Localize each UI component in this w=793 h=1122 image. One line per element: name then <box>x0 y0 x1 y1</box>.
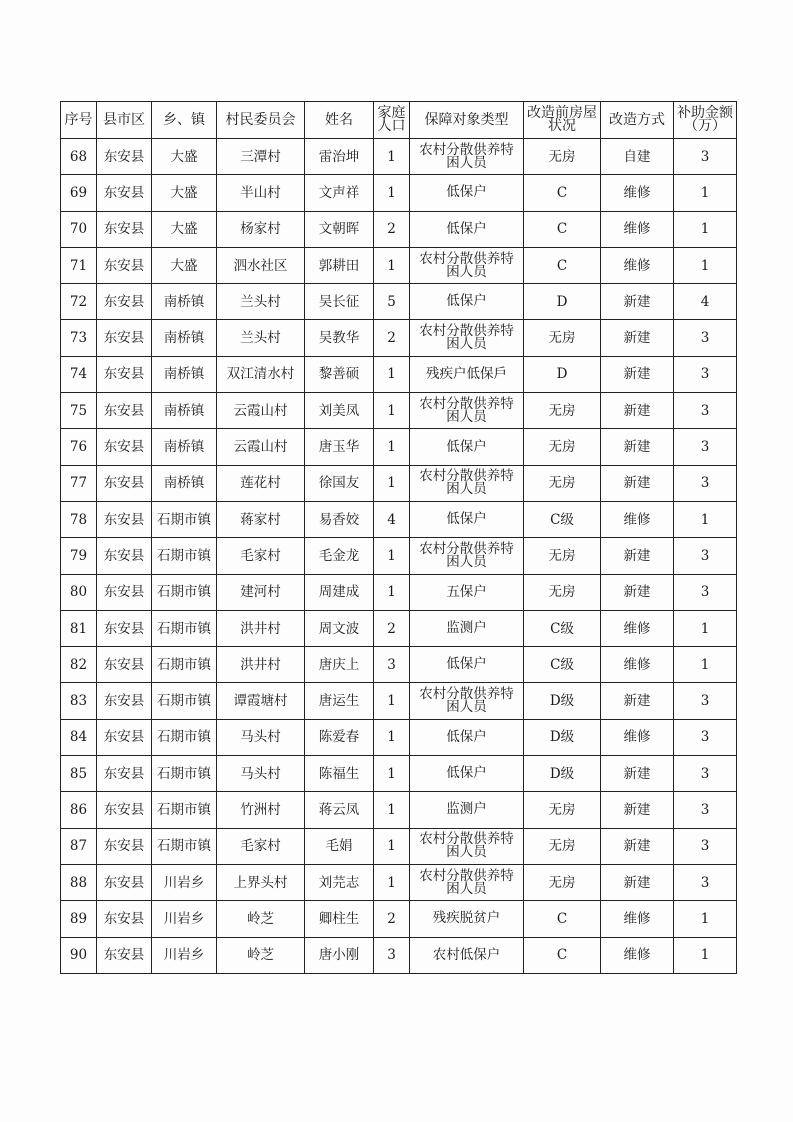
cell-security-type: 低保户 <box>410 756 524 792</box>
cell-house-condition: D <box>524 356 601 392</box>
cell-house-condition: D <box>524 284 601 320</box>
cell-village-committee: 双江清水村 <box>217 356 305 392</box>
table-row <box>61 284 737 320</box>
cell-security-type: 残疾脱贫户 <box>410 901 524 937</box>
cell-household-size: 1 <box>374 683 410 719</box>
cell-house-condition: C <box>524 247 601 283</box>
cell-row-number: 86 <box>61 792 97 828</box>
cell-person-name: 黎善硕 <box>305 356 374 392</box>
cell-security-type: 监测户 <box>410 792 524 828</box>
cell-township: 川岩乡 <box>152 864 217 900</box>
table-row <box>61 538 737 574</box>
cell-renovation-method: 新建 <box>601 864 674 900</box>
cell-subsidy-amount: 3 <box>674 792 737 828</box>
cell-person-name: 郭耕田 <box>305 247 374 283</box>
cell-village-committee: 云霞山村 <box>217 393 305 429</box>
cell-security-type: 农村分散供养特 困人员 <box>410 683 524 719</box>
cell-household-size: 2 <box>374 610 410 646</box>
cell-row-number: 82 <box>61 647 97 683</box>
cell-household-size: 1 <box>374 574 410 610</box>
cell-county: 东安县 <box>97 864 152 900</box>
cell-village-committee: 马头村 <box>217 719 305 755</box>
header-row <box>61 102 737 139</box>
cell-county: 东安县 <box>97 538 152 574</box>
cell-county: 东安县 <box>97 211 152 247</box>
cell-person-name: 吴长征 <box>305 284 374 320</box>
cell-household-size: 1 <box>374 393 410 429</box>
cell-subsidy-amount: 3 <box>674 356 737 392</box>
cell-row-number: 78 <box>61 501 97 537</box>
cell-house-condition: D级 <box>524 719 601 755</box>
cell-county: 东安县 <box>97 901 152 937</box>
cell-household-size: 1 <box>374 756 410 792</box>
cell-security-type: 残疾户低保戶 <box>410 356 524 392</box>
cell-subsidy-amount: 3 <box>674 756 737 792</box>
cell-household-size: 1 <box>374 828 410 864</box>
table-row <box>61 429 737 465</box>
cell-village-committee: 三潭村 <box>217 139 305 175</box>
header-cell: 乡、镇 <box>152 102 217 139</box>
cell-security-type: 监测户 <box>410 610 524 646</box>
table-row <box>61 901 737 937</box>
cell-renovation-method: 维修 <box>601 501 674 537</box>
table-row <box>61 937 737 973</box>
cell-subsidy-amount: 3 <box>674 719 737 755</box>
cell-township: 南桥镇 <box>152 284 217 320</box>
cell-house-condition: 无房 <box>524 574 601 610</box>
cell-security-type: 低保户 <box>410 719 524 755</box>
cell-person-name: 唐玉华 <box>305 429 374 465</box>
cell-row-number: 81 <box>61 610 97 646</box>
header-cell: 村民委员会 <box>217 102 305 139</box>
cell-row-number: 83 <box>61 683 97 719</box>
table-row <box>61 792 737 828</box>
cell-township: 石期市镇 <box>152 683 217 719</box>
cell-renovation-method: 维修 <box>601 901 674 937</box>
cell-row-number: 72 <box>61 284 97 320</box>
cell-person-name: 易香姣 <box>305 501 374 537</box>
cell-village-committee: 毛家村 <box>217 828 305 864</box>
cell-village-committee: 岭芝 <box>217 937 305 973</box>
cell-subsidy-amount: 3 <box>674 139 737 175</box>
cell-renovation-method: 维修 <box>601 719 674 755</box>
cell-township: 石期市镇 <box>152 828 217 864</box>
cell-household-size: 1 <box>374 864 410 900</box>
cell-subsidy-amount: 1 <box>674 647 737 683</box>
cell-security-type: 低保户 <box>410 647 524 683</box>
cell-village-committee: 岭芝 <box>217 901 305 937</box>
cell-row-number: 79 <box>61 538 97 574</box>
cell-subsidy-amount: 3 <box>674 465 737 501</box>
header-cell: 改造方式 <box>601 102 674 139</box>
cell-county: 东安县 <box>97 719 152 755</box>
cell-household-size: 2 <box>374 211 410 247</box>
cell-house-condition: C <box>524 937 601 973</box>
cell-household-size: 1 <box>374 538 410 574</box>
cell-subsidy-amount: 3 <box>674 683 737 719</box>
cell-renovation-method: 自建 <box>601 139 674 175</box>
table-row <box>61 320 737 356</box>
cell-village-committee: 莲花村 <box>217 465 305 501</box>
cell-subsidy-amount: 3 <box>674 538 737 574</box>
cell-security-type: 农村分散供养特 困人员 <box>410 864 524 900</box>
cell-village-committee: 云霞山村 <box>217 429 305 465</box>
cell-county: 东安县 <box>97 792 152 828</box>
cell-village-committee: 谭霞塘村 <box>217 683 305 719</box>
cell-subsidy-amount: 1 <box>674 937 737 973</box>
cell-house-condition: C <box>524 175 601 211</box>
cell-renovation-method: 新建 <box>601 574 674 610</box>
cell-subsidy-amount: 3 <box>674 828 737 864</box>
cell-renovation-method: 新建 <box>601 284 674 320</box>
cell-house-condition: 无房 <box>524 465 601 501</box>
cell-security-type: 农村分散供养特 困人员 <box>410 247 524 283</box>
cell-person-name: 唐小刚 <box>305 937 374 973</box>
cell-township: 川岩乡 <box>152 937 217 973</box>
cell-house-condition: 无房 <box>524 828 601 864</box>
cell-county: 东安县 <box>97 393 152 429</box>
header-cell: 保障对象类型 <box>410 102 524 139</box>
cell-county: 东安县 <box>97 610 152 646</box>
cell-renovation-method: 新建 <box>601 683 674 719</box>
header-cell: 改造前房屋 状况 <box>524 102 601 139</box>
cell-county: 东安县 <box>97 828 152 864</box>
table-body <box>61 139 737 974</box>
cell-village-committee: 竹洲村 <box>217 792 305 828</box>
cell-village-committee: 建河村 <box>217 574 305 610</box>
table-row <box>61 356 737 392</box>
cell-village-committee: 洪井村 <box>217 610 305 646</box>
cell-row-number: 76 <box>61 429 97 465</box>
cell-house-condition: C级 <box>524 501 601 537</box>
cell-house-condition: 无房 <box>524 792 601 828</box>
cell-village-committee: 马头村 <box>217 756 305 792</box>
cell-person-name: 刘芫志 <box>305 864 374 900</box>
cell-household-size: 1 <box>374 356 410 392</box>
cell-security-type: 农村低保户 <box>410 937 524 973</box>
cell-person-name: 毛金龙 <box>305 538 374 574</box>
cell-person-name: 雷治坤 <box>305 139 374 175</box>
cell-county: 东安县 <box>97 284 152 320</box>
table-row <box>61 574 737 610</box>
cell-house-condition: D级 <box>524 683 601 719</box>
cell-row-number: 90 <box>61 937 97 973</box>
cell-row-number: 68 <box>61 139 97 175</box>
subsidy-table <box>60 101 737 974</box>
cell-security-type: 低保户 <box>410 211 524 247</box>
cell-township: 石期市镇 <box>152 501 217 537</box>
cell-county: 东安县 <box>97 247 152 283</box>
cell-village-committee: 蒋家村 <box>217 501 305 537</box>
cell-row-number: 80 <box>61 574 97 610</box>
cell-row-number: 70 <box>61 211 97 247</box>
header-cell: 家庭 人口 <box>374 102 410 139</box>
cell-renovation-method: 维修 <box>601 211 674 247</box>
cell-household-size: 1 <box>374 465 410 501</box>
cell-subsidy-amount: 1 <box>674 247 737 283</box>
cell-township: 南桥镇 <box>152 320 217 356</box>
cell-township: 南桥镇 <box>152 393 217 429</box>
cell-township: 南桥镇 <box>152 356 217 392</box>
cell-county: 东安县 <box>97 139 152 175</box>
cell-person-name: 陈爱春 <box>305 719 374 755</box>
cell-subsidy-amount: 3 <box>674 393 737 429</box>
cell-row-number: 89 <box>61 901 97 937</box>
cell-county: 东安县 <box>97 574 152 610</box>
cell-renovation-method: 维修 <box>601 175 674 211</box>
cell-row-number: 74 <box>61 356 97 392</box>
table-row <box>61 647 737 683</box>
cell-county: 东安县 <box>97 647 152 683</box>
cell-house-condition: 无房 <box>524 538 601 574</box>
table-row <box>61 756 737 792</box>
table-row <box>61 465 737 501</box>
cell-person-name: 周建成 <box>305 574 374 610</box>
cell-row-number: 84 <box>61 719 97 755</box>
cell-household-size: 1 <box>374 139 410 175</box>
cell-row-number: 88 <box>61 864 97 900</box>
cell-person-name: 周文波 <box>305 610 374 646</box>
table-row <box>61 719 737 755</box>
cell-security-type: 低保户 <box>410 429 524 465</box>
cell-county: 东安县 <box>97 465 152 501</box>
cell-household-size: 2 <box>374 901 410 937</box>
cell-village-committee: 兰头村 <box>217 320 305 356</box>
cell-house-condition: 无房 <box>524 864 601 900</box>
cell-person-name: 文朝晖 <box>305 211 374 247</box>
cell-township: 石期市镇 <box>152 574 217 610</box>
cell-security-type: 低保户 <box>410 175 524 211</box>
cell-subsidy-amount: 3 <box>674 320 737 356</box>
cell-township: 南桥镇 <box>152 429 217 465</box>
header-cell: 县市区 <box>97 102 152 139</box>
cell-house-condition: 无房 <box>524 429 601 465</box>
header-cell: 序号 <box>61 102 97 139</box>
cell-township: 石期市镇 <box>152 756 217 792</box>
cell-security-type: 农村分散供养特 困人员 <box>410 465 524 501</box>
cell-household-size: 1 <box>374 247 410 283</box>
cell-renovation-method: 新建 <box>601 320 674 356</box>
cell-person-name: 唐庆上 <box>305 647 374 683</box>
cell-village-committee: 杨家村 <box>217 211 305 247</box>
cell-household-size: 3 <box>374 937 410 973</box>
table-row <box>61 610 737 646</box>
cell-renovation-method: 维修 <box>601 937 674 973</box>
cell-subsidy-amount: 3 <box>674 864 737 900</box>
table-row <box>61 828 737 864</box>
cell-person-name: 徐国友 <box>305 465 374 501</box>
cell-security-type: 低保户 <box>410 284 524 320</box>
table-row <box>61 247 737 283</box>
table-row <box>61 683 737 719</box>
cell-house-condition: C <box>524 901 601 937</box>
cell-household-size: 5 <box>374 284 410 320</box>
cell-renovation-method: 新建 <box>601 792 674 828</box>
cell-household-size: 3 <box>374 647 410 683</box>
cell-township: 石期市镇 <box>152 610 217 646</box>
cell-village-committee: 洪井村 <box>217 647 305 683</box>
cell-county: 东安县 <box>97 320 152 356</box>
cell-person-name: 毛娟 <box>305 828 374 864</box>
cell-subsidy-amount: 3 <box>674 574 737 610</box>
cell-person-name: 蒋云凤 <box>305 792 374 828</box>
cell-row-number: 85 <box>61 756 97 792</box>
cell-house-condition: 无房 <box>524 139 601 175</box>
cell-security-type: 低保户 <box>410 501 524 537</box>
cell-county: 东安县 <box>97 175 152 211</box>
cell-house-condition: 无房 <box>524 320 601 356</box>
cell-renovation-method: 新建 <box>601 756 674 792</box>
table-row <box>61 211 737 247</box>
cell-security-type: 农村分散供养特 困人员 <box>410 828 524 864</box>
cell-house-condition: C级 <box>524 610 601 646</box>
header-cell: 姓名 <box>305 102 374 139</box>
cell-county: 东安县 <box>97 683 152 719</box>
table-row <box>61 501 737 537</box>
cell-renovation-method: 新建 <box>601 356 674 392</box>
cell-household-size: 2 <box>374 320 410 356</box>
cell-subsidy-amount: 1 <box>674 211 737 247</box>
cell-village-committee: 兰头村 <box>217 284 305 320</box>
cell-village-committee: 上界头村 <box>217 864 305 900</box>
cell-household-size: 1 <box>374 719 410 755</box>
cell-row-number: 87 <box>61 828 97 864</box>
cell-person-name: 卿柱生 <box>305 901 374 937</box>
cell-renovation-method: 新建 <box>601 828 674 864</box>
cell-township: 石期市镇 <box>152 647 217 683</box>
cell-subsidy-amount: 3 <box>674 429 737 465</box>
cell-household-size: 1 <box>374 792 410 828</box>
table-row <box>61 139 737 175</box>
cell-security-type: 农村分散供养特 困人员 <box>410 538 524 574</box>
table-row <box>61 864 737 900</box>
cell-person-name: 吴教华 <box>305 320 374 356</box>
cell-house-condition: 无房 <box>524 393 601 429</box>
cell-subsidy-amount: 1 <box>674 610 737 646</box>
cell-person-name: 文声祥 <box>305 175 374 211</box>
cell-row-number: 73 <box>61 320 97 356</box>
cell-subsidy-amount: 1 <box>674 175 737 211</box>
cell-county: 东安县 <box>97 429 152 465</box>
cell-county: 东安县 <box>97 501 152 537</box>
cell-subsidy-amount: 1 <box>674 501 737 537</box>
cell-renovation-method: 维修 <box>601 610 674 646</box>
cell-township: 石期市镇 <box>152 792 217 828</box>
cell-subsidy-amount: 1 <box>674 901 737 937</box>
cell-person-name: 刘美凤 <box>305 393 374 429</box>
cell-row-number: 71 <box>61 247 97 283</box>
table-row <box>61 175 737 211</box>
cell-renovation-method: 新建 <box>601 429 674 465</box>
cell-household-size: 1 <box>374 429 410 465</box>
cell-township: 大盛 <box>152 175 217 211</box>
cell-security-type: 农村分散供养特 困人员 <box>410 139 524 175</box>
cell-township: 石期市镇 <box>152 719 217 755</box>
cell-house-condition: C级 <box>524 647 601 683</box>
cell-renovation-method: 新建 <box>601 393 674 429</box>
cell-township: 南桥镇 <box>152 465 217 501</box>
cell-security-type: 农村分散供养特 困人员 <box>410 393 524 429</box>
header-cell: 补助金额 （万） <box>674 102 737 139</box>
cell-township: 石期市镇 <box>152 538 217 574</box>
cell-county: 东安县 <box>97 756 152 792</box>
cell-township: 大盛 <box>152 247 217 283</box>
cell-person-name: 陈福生 <box>305 756 374 792</box>
cell-township: 大盛 <box>152 139 217 175</box>
cell-township: 大盛 <box>152 211 217 247</box>
cell-household-size: 4 <box>374 501 410 537</box>
cell-renovation-method: 新建 <box>601 465 674 501</box>
cell-household-size: 1 <box>374 175 410 211</box>
cell-person-name: 唐运生 <box>305 683 374 719</box>
cell-row-number: 77 <box>61 465 97 501</box>
cell-renovation-method: 新建 <box>601 538 674 574</box>
cell-security-type: 五保户 <box>410 574 524 610</box>
cell-village-committee: 毛家村 <box>217 538 305 574</box>
cell-subsidy-amount: 4 <box>674 284 737 320</box>
cell-renovation-method: 维修 <box>601 647 674 683</box>
cell-house-condition: C <box>524 211 601 247</box>
cell-house-condition: D级 <box>524 756 601 792</box>
cell-village-committee: 半山村 <box>217 175 305 211</box>
cell-security-type: 农村分散供养特 困人员 <box>410 320 524 356</box>
cell-row-number: 69 <box>61 175 97 211</box>
cell-renovation-method: 维修 <box>601 247 674 283</box>
cell-row-number: 75 <box>61 393 97 429</box>
table-row <box>61 393 737 429</box>
cell-county: 东安县 <box>97 937 152 973</box>
cell-county: 东安县 <box>97 356 152 392</box>
cell-village-committee: 泗水社区 <box>217 247 305 283</box>
cell-township: 川岩乡 <box>152 901 217 937</box>
